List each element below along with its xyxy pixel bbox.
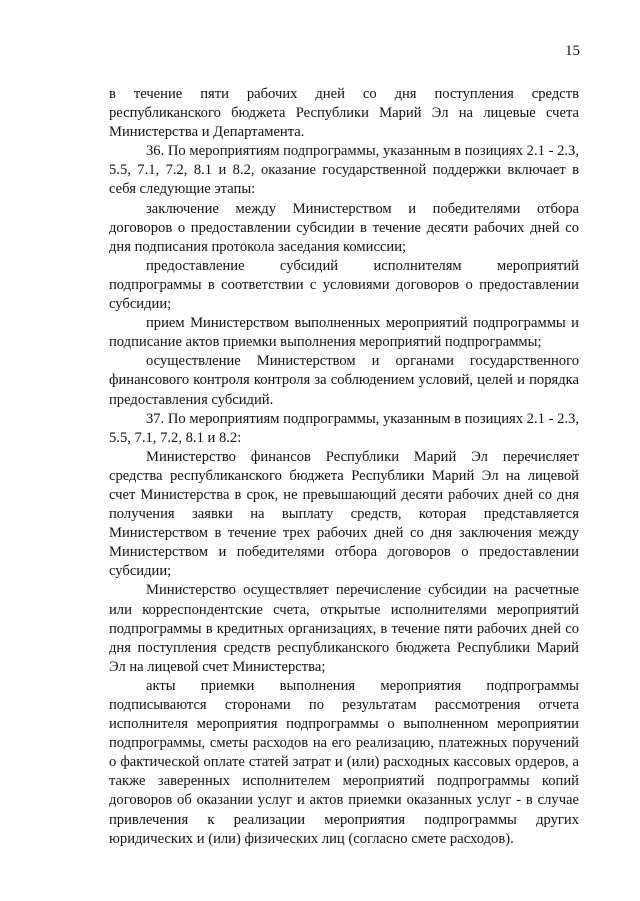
paragraph-item-36: 36. По мероприятиям подпрограммы, указанным в позициях 2.1 - 2.3, 5.5, 7.1, 7.2, 8.1 и 8.2, оказание государственной поддержки включает в себя следующие этапы: bbox=[109, 143, 579, 198]
paragraph-item-37: 37. По мероприятиям подпрограммы, указанным в позициях 2.1 - 2.3, 5.5, 7.1, 7.2, 8.1 и 8.2: bbox=[109, 410, 579, 446]
paragraph-stage-contract: заключение между Министерством и победителями отбора договоров о предоставлении субсидии в течение десяти рабочих дней со дня подписания протокола заседания комиссии; bbox=[109, 200, 579, 255]
paragraph-stage-acceptance: прием Министерством выполненных мероприятий подпрограммы и подписание актов приемки выполнения мероприятий подпрограммы; bbox=[109, 315, 579, 351]
page-number: 15 bbox=[565, 43, 580, 59]
document-body bbox=[109, 85, 579, 849]
paragraph-continuation: в течение пяти рабочих дней со дня поступления средств республиканского бюджета Республики Марий Эл на лицевые счета Министерства и Департамента. bbox=[109, 86, 579, 141]
paragraph-acceptance-acts: акты приемки выполнения мероприятия подпрограммы подписываются сторонами по результатам рассмотрения отчета исполнителя мероприятия подпрограммы о выполненном мероприятии подпрограммы, сметы расходов на его реализацию, платежных поручений о фактической оплате статей затрат и (или) расходных кассовых ордеров, а также заверенных исполнителем мероприятий подпрограммы копий договоров об оказании услуг и актов приемки оказанных услуг - в случае привлечения к реализации мероприятия подпрограммы других юридических и (или) физических лиц (согласно смете расходов). bbox=[109, 677, 579, 847]
paragraph-stage-subsidy: предоставление субсидий исполнителям мероприятий подпрограммы в соответствии с условиями договоров о предоставлении субсидии; bbox=[109, 257, 579, 313]
paragraph-ministry-finance: Министерство финансов Республики Марий Эл перечисляет средства республиканского бюджета Республики Марий Эл на лицевой счет Министерства в срок, не превышающий десяти рабочих дней со дня получения заявки на выплату средств, которая представляется Министерством в течение трех рабочих дней со дня заключения между Министерством и победителями отбора договоров о предоставлении субсидии; bbox=[109, 448, 579, 580]
paragraph-stage-control: осуществление Министерством и органами государственного финансового контроля контроля за соблюдением условий, целей и порядка предоставления субсидий. bbox=[109, 353, 579, 408]
paragraph-ministry-transfer: Министерство осуществляет перечисление субсидии на расчетные или корреспондентские счета, открытые исполнителями мероприятий подпрограммы в кредитных организациях, в течение пяти рабочих дней со дня поступления средств республиканского бюджета Республики Марий Эл на лицевой счет Министерства; bbox=[109, 582, 579, 675]
